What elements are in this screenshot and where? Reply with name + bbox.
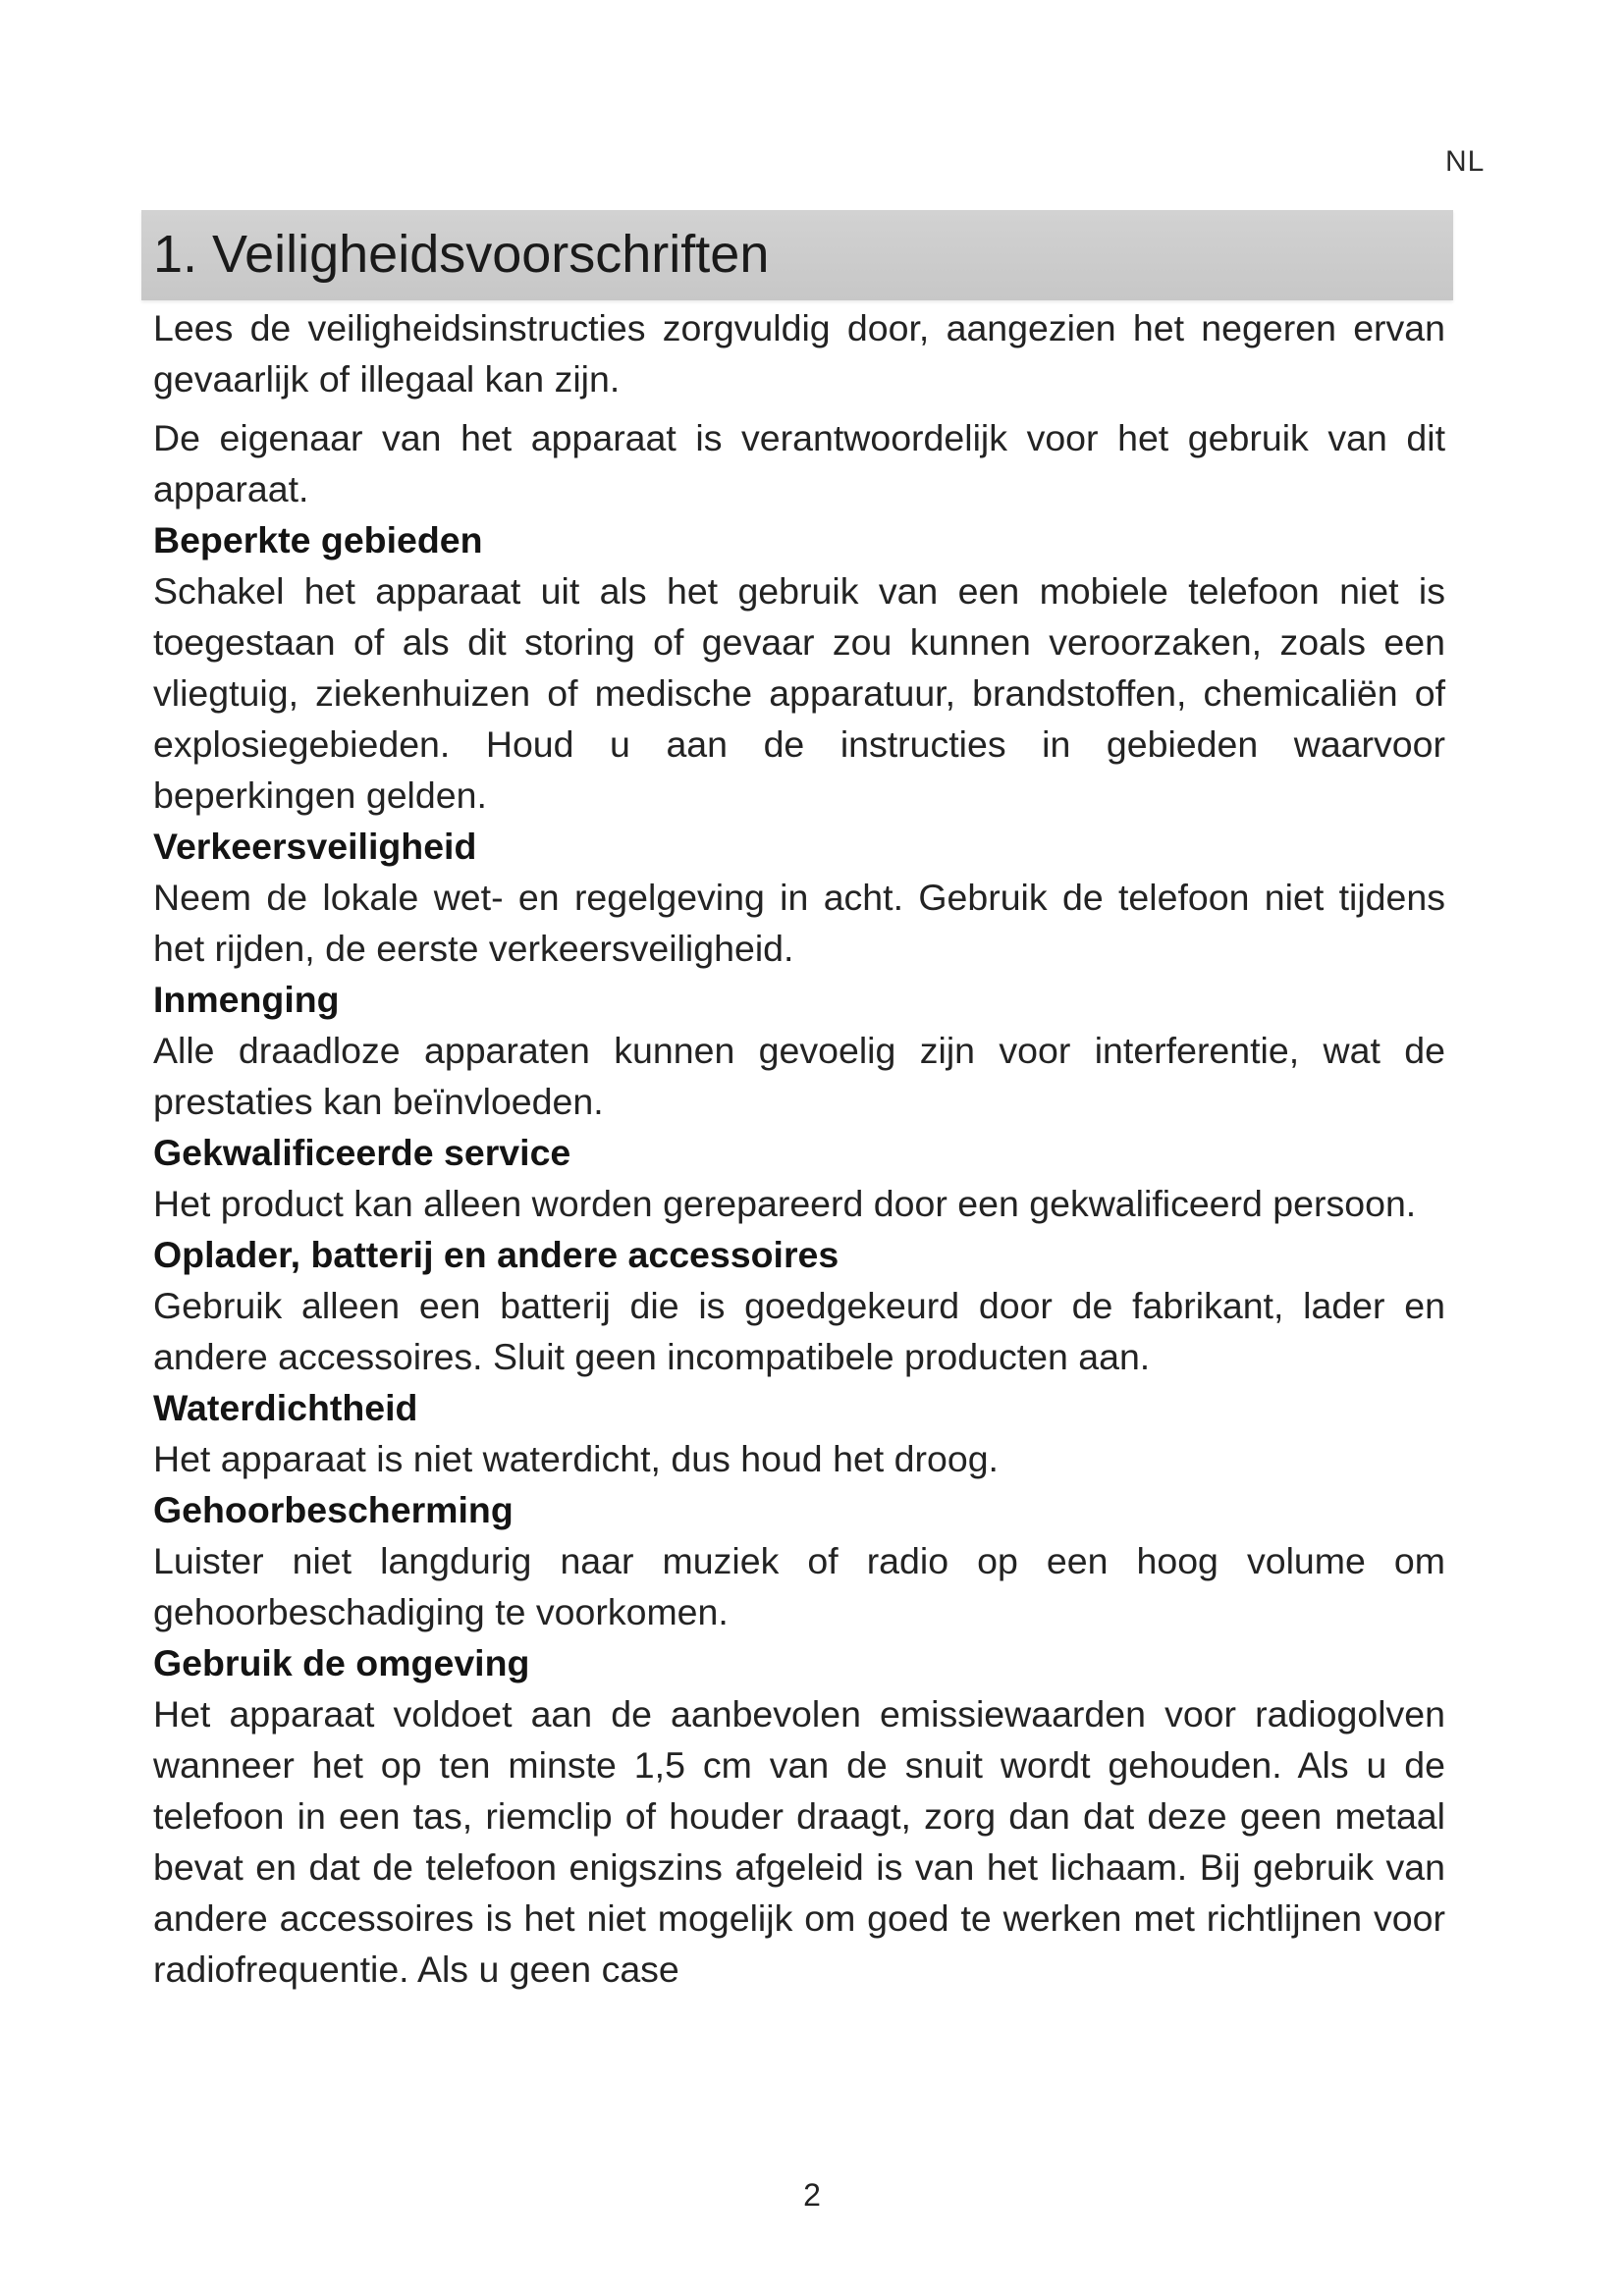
subsection-heading-charger-battery: Oplader, batterij en andere accessoires: [153, 1234, 839, 1275]
subsection-text-interference: Alle draadloze apparaten kunnen gevoelig zijn voor interferentie, wat de prestaties kan beïnvloeden.: [153, 1030, 1445, 1122]
subsection-heading-qualified-service: Gekwalificeerde service: [153, 1132, 571, 1173]
subsection-heading-hearing-protection: Gehoorbescherming: [153, 1489, 514, 1530]
subsection-heading-traffic-safety: Verkeersveiligheid: [153, 826, 477, 867]
subsection-heading-interference: Inmenging: [153, 979, 340, 1020]
subsection-text-restricted-areas: Schakel het apparaat uit als het gebruik van een mobiele telefoon niet is toegestaan of als dit storing of gevaar zou kunnen veroorzaken, zoals een vliegtuig, ziekenhuizen of medische apparatuur, brandstoffen, chemicaliën of explosiegebieden. Houd u aan de instructies in gebieden waarvoor beperkingen gelden.: [153, 570, 1445, 816]
subsection-heading-restricted-areas: Beperkte gebieden: [153, 519, 483, 561]
subsection-text-traffic-safety: Neem de lokale wet- en regelgeving in acht. Gebruik de telefoon niet tijdens het rijden, de eerste verkeersveiligheid.: [153, 877, 1445, 969]
subsection-text-charger-battery: Gebruik alleen een batterij die is goedgekeurd door de fabrikant, lader en andere accessoires. Sluit geen incompatibele producten aan.: [153, 1285, 1445, 1377]
intro-paragraph-1: Lees de veiligheidsinstructies zorgvuldig door, aangezien het negeren ervan gevaarlijk of illegaal kan zijn.: [153, 307, 1445, 400]
subsection-text-use-environment: Het apparaat voldoet aan de aanbevolen emissiewaarden voor radiogolven wanneer het op ten minste 1,5 cm van de snuit wordt gehouden. Als u de telefoon in een tas, riemclip of houder draagt, zorg dan dat deze geen metaal bevat en dat de telefoon enigszins afgeleid is van het lichaam. Bij gebruik van andere accessoires is het niet mogelijk om goed te werken met richtlijnen voor radiofrequentie. Als u geen case: [153, 1693, 1445, 1990]
intro-paragraph-2: De eigenaar van het apparaat is verantwoordelijk voor het gebruik van dit apparaat.: [153, 417, 1445, 509]
subsection-text-qualified-service: Het product kan alleen worden gerepareerd door een gekwalificeerd persoon.: [153, 1183, 1417, 1224]
language-tag: NL: [1445, 145, 1486, 178]
subsection-heading-use-environment: Gebruik de omgeving: [153, 1642, 530, 1683]
subsection-heading-water-resistance: Waterdichtheid: [153, 1387, 418, 1428]
subsection-text-hearing-protection: Luister niet langdurig naar muziek of radio op een hoog volume om gehoorbeschadiging te voorkomen.: [153, 1540, 1445, 1632]
subsection-text-water-resistance: Het apparaat is niet waterdicht, dus houd het droog.: [153, 1438, 999, 1479]
section-title: 1. Veiligheidsvoorschriften: [153, 225, 770, 284]
page-content: [153, 302, 1445, 1995]
page-number: 2: [803, 2177, 821, 2213]
section-title-band: [141, 210, 1453, 300]
